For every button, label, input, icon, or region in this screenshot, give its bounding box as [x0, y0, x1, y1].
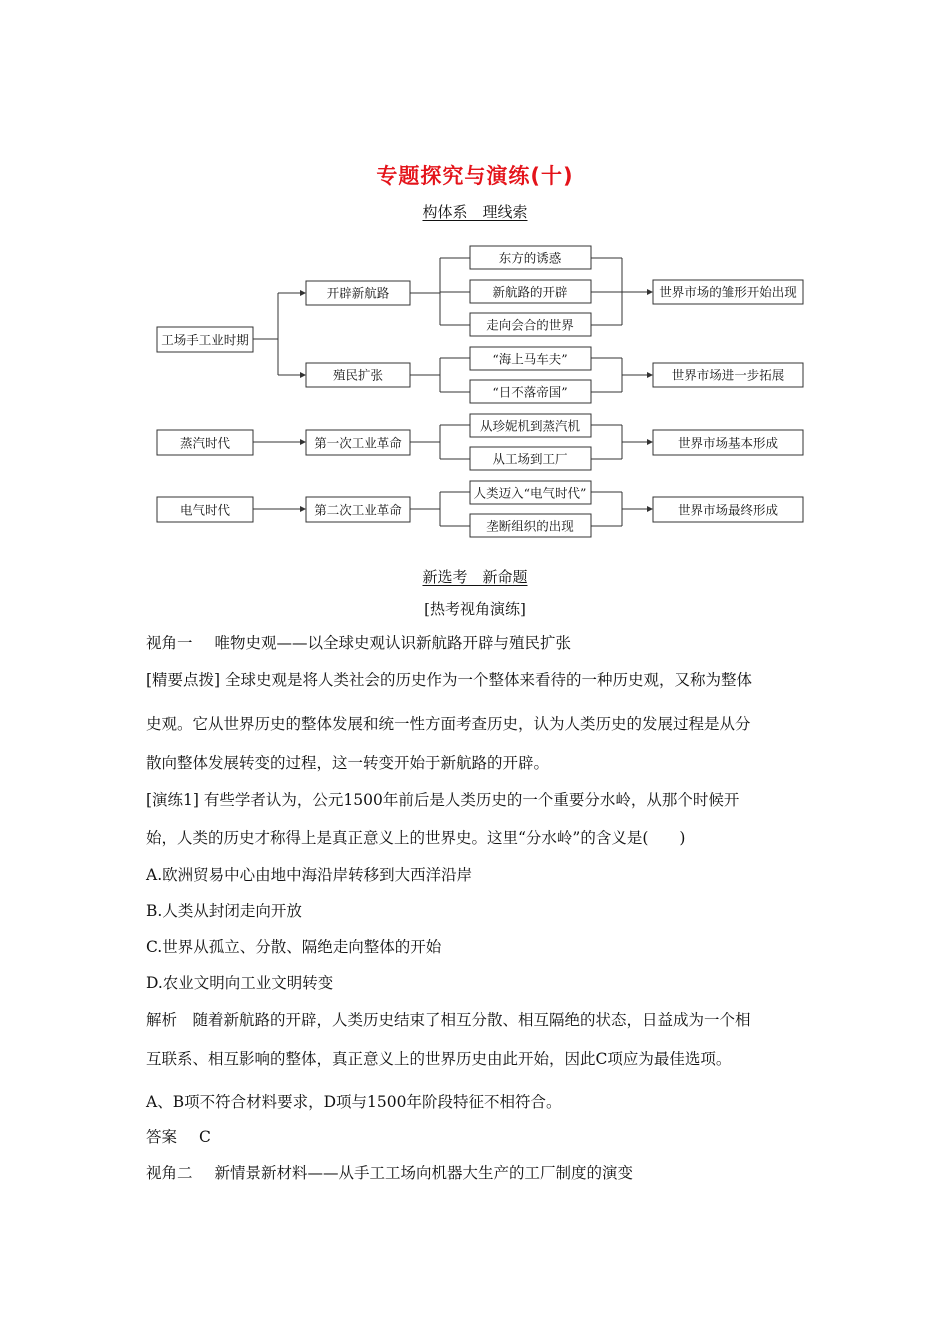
result-label: 世界市场的雏形开始出现 [659, 284, 797, 300]
view-one-heading: 视角一 唯物史观——以全球史观认识新航路开辟与殖民扩张 [146, 634, 572, 652]
stage-label: 开辟新航路 [326, 285, 390, 301]
result-label: 世界市场基本形成 [677, 435, 779, 451]
stage-label: 殖民扩张 [332, 367, 384, 383]
item-label: “日不落帝国” [492, 384, 568, 400]
analysis-line: A、B项不符合材料要求，D项与1500年阶段特征不相符合。 [146, 1093, 562, 1111]
view-two-heading: 视角二 新情景新材料——从手工工场向机器大生产的工厂制度的演变 [146, 1164, 634, 1182]
item-label: 东方的诱惑 [498, 250, 562, 266]
question-line: [演练1] 有些学者认为，公元1500年前后是人类历史的一个重要分水岭，从那个时候开 [146, 791, 740, 809]
item-label: 新航路的开辟 [492, 284, 568, 300]
section-heading-framework: 构体系 理线索 [422, 203, 528, 221]
stage-label: 第一次工业革命 [314, 435, 402, 451]
item-label: 人类迈入“电气时代” [473, 485, 587, 501]
stage-label: 第二次工业革命 [314, 502, 402, 518]
answer: 答案 C [146, 1128, 211, 1146]
page-title: 专题探究与演练(十) [376, 164, 574, 188]
result-label: 世界市场进一步拓展 [671, 367, 785, 383]
knowledge-framework-diagram [0, 0, 950, 560]
option-a: A.欧洲贸易中心由地中海沿岸转移到大西洋沿岸 [146, 866, 473, 884]
result-label: 世界市场最终形成 [677, 502, 779, 518]
option-d: D.农业文明向工业文明转变 [146, 974, 334, 992]
item-label: “海上马车夫” [492, 351, 568, 367]
section-heading-practice: 新选考 新命题 [422, 568, 528, 586]
item-label: 从工场到工厂 [492, 451, 568, 467]
period-label: 蒸汽时代 [179, 435, 231, 451]
period-label: 工场手工业时期 [161, 332, 249, 348]
period-label: 电气时代 [179, 502, 231, 518]
tip-line: [精要点拨] 全球史观是将人类社会的历史作为一个整体来看待的一种历史观，又称为整体 [146, 671, 753, 689]
item-label: 走向会合的世界 [486, 317, 574, 333]
option-c: C.世界从孤立、分散、隔绝走向整体的开始 [146, 938, 442, 956]
question-line: 始，人类的历史才称得上是真正意义上的世界史。这里“分水岭”的含义是( ) [146, 829, 686, 847]
analysis-line: 解析 随着新航路的开辟，人类历史结束了相互分散、相互隔绝的状态，日益成为一个相 [146, 1011, 751, 1029]
item-label: 垄断组织的出现 [486, 518, 574, 534]
item-label: 从珍妮机到蒸汽机 [479, 418, 581, 434]
tip-line: 散向整体发展转变的过程，这一转变开始于新航路的开辟。 [146, 754, 550, 772]
subsection-heading: [热考视角演练] [424, 600, 526, 618]
tip-line: 史观。它从世界历史的整体发展和统一性方面考查历史，认为人类历史的发展过程是从分 [146, 715, 751, 733]
option-b: B.人类从封闭走向开放 [146, 902, 302, 920]
analysis-line: 互联系、相互影响的整体，真正意义上的世界历史由此开始，因此C项应为最佳选项。 [146, 1050, 732, 1068]
